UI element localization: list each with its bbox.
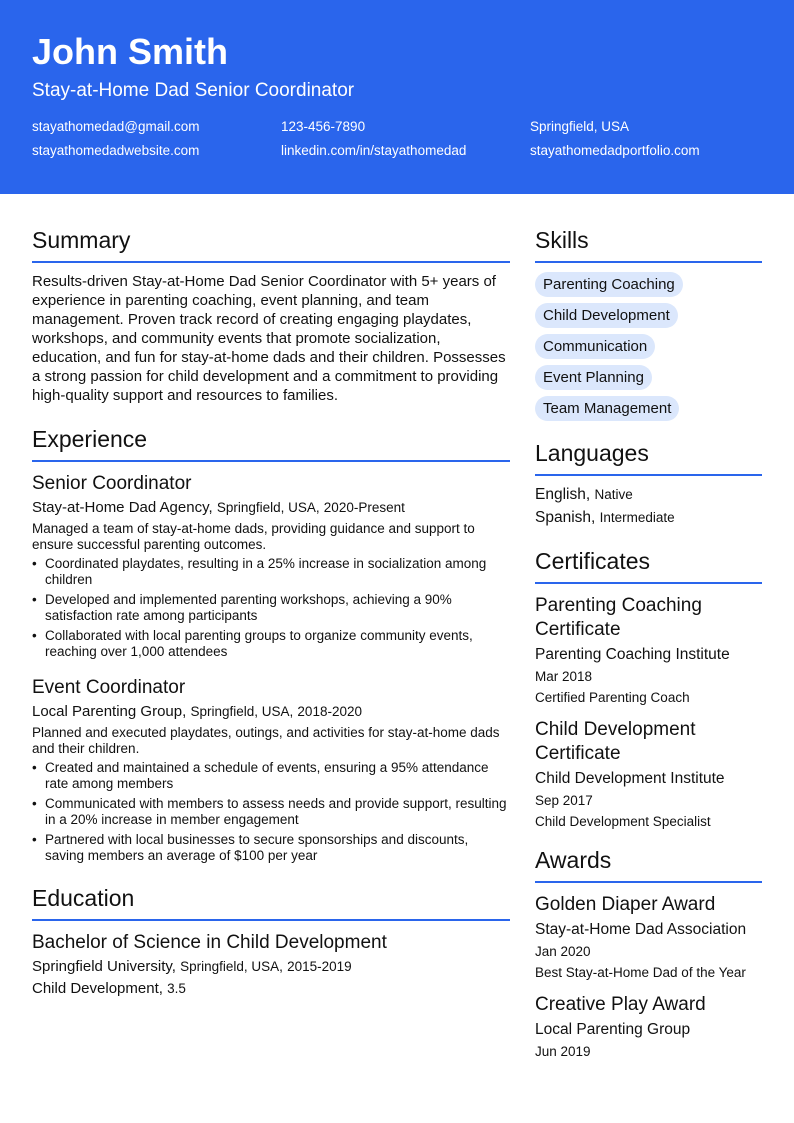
job-bullet: • Developed and implemented parenting workshops, achieving a 90% satisfaction rate among participants xyxy=(45,592,510,624)
contact-info xyxy=(32,119,762,159)
job-bullet: • Collaborated with local parenting groups to organize community events, reaching over 1,000 attendees xyxy=(45,628,510,660)
language-item xyxy=(535,508,762,527)
certificate-note: Certified Parenting Coach xyxy=(535,690,690,705)
summary-heading: Summary xyxy=(32,226,510,263)
job-meta xyxy=(32,498,510,518)
certificate-item xyxy=(535,718,762,830)
job-bullets xyxy=(32,556,510,660)
skills-section xyxy=(535,226,762,421)
award-note: Best Stay-at-Home Dad of the Year xyxy=(535,965,746,980)
job-bullet: • Partnered with local businesses to secure sponsorships and discounts, saving members an average of $100 per year xyxy=(45,832,510,864)
website-link[interactable]: stayathomedadwebsite.com xyxy=(32,143,200,158)
right-column xyxy=(535,194,762,1060)
languages-section xyxy=(535,439,762,527)
portfolio-link[interactable]: stayathomedadportfolio.com xyxy=(530,143,700,158)
job-bullets xyxy=(32,760,510,864)
summary-text: Results-driven Stay-at-Home Dad Senior Coordinator with 5+ years of experience in parenting coaching, event planning, and team management. Proven track record of creating engaging playdates, workshops, and community events that promote socialization, education, and fun for stay-at-home dads and their children. Possesses a strong passion for child development and a commitment to providing high-quality support and resources to families. xyxy=(32,273,506,404)
candidate-name: John Smith xyxy=(32,31,228,72)
education-heading: Education xyxy=(32,884,510,921)
language-level: Intermediate xyxy=(599,510,675,525)
certificate-name: Parenting Coaching Certificate xyxy=(535,595,702,640)
job-description: Managed a team of stay-at-home dads, providing guidance and support to ensure successful parenting outcomes. xyxy=(32,521,475,552)
language-level: Native xyxy=(594,487,633,502)
award-item xyxy=(535,993,762,1060)
skill-tag: Parenting Coaching xyxy=(535,272,683,297)
school-name: Springfield University, xyxy=(32,958,176,975)
gpa: 3.5 xyxy=(167,981,186,996)
skill-tag: Event Planning xyxy=(535,365,652,390)
experience-heading: Experience xyxy=(32,425,510,462)
award-name: Golden Diaper Award xyxy=(535,894,716,915)
resume-body xyxy=(0,194,794,1060)
school-location: Springfield, USA, xyxy=(180,959,283,974)
award-item xyxy=(535,893,762,981)
language-name: English, xyxy=(535,486,591,503)
job-bullet: • Communicated with members to assess needs and provide support, resulting in a 20% increase in member engagement xyxy=(45,796,510,828)
certificate-issuer: Parenting Coaching Institute xyxy=(535,646,730,663)
language-name: Spanish, xyxy=(535,509,596,526)
certificate-issuer: Child Development Institute xyxy=(535,770,725,787)
job-entry xyxy=(32,676,510,864)
award-issuer: Stay-at-Home Dad Association xyxy=(535,921,747,938)
job-entry xyxy=(32,472,510,660)
awards-section xyxy=(535,846,762,1060)
skill-tag: Communication xyxy=(535,334,655,359)
certificate-name: Child Development Certificate xyxy=(535,719,696,764)
field-of-study: Child Development, xyxy=(32,980,163,997)
education-field-row xyxy=(32,979,510,999)
award-date: Jan 2020 xyxy=(535,944,591,959)
skill-tag: Child Development xyxy=(535,303,678,328)
candidate-title: Stay-at-Home Dad Senior Coordinator xyxy=(32,80,355,101)
certificates-heading: Certificates xyxy=(535,547,762,584)
phone-number: 123-456-7890 xyxy=(281,119,366,134)
job-location: Springfield, USA, xyxy=(216,500,320,515)
certificate-item xyxy=(535,594,762,706)
award-name: Creative Play Award xyxy=(535,994,706,1015)
job-description: Planned and executed playdates, outings, and activities for stay-at-home dads and their children. xyxy=(32,725,500,756)
summary-section xyxy=(32,226,510,405)
location: Springfield, USA xyxy=(530,119,630,134)
linkedin-link[interactable]: linkedin.com/in/stayathomedad xyxy=(281,143,467,158)
language-item xyxy=(535,485,762,504)
job-company: Stay-at-Home Dad Agency, xyxy=(32,499,213,516)
resume-header xyxy=(0,0,794,194)
job-dates: 2020-Present xyxy=(323,500,405,515)
left-column xyxy=(32,194,510,1060)
job-title: Event Coordinator xyxy=(32,677,186,698)
email-link[interactable]: stayathomedad@gmail.com xyxy=(32,119,200,134)
languages-heading: Languages xyxy=(535,439,762,476)
skills-heading: Skills xyxy=(535,226,762,263)
skill-tag: Team Management xyxy=(535,396,679,421)
job-title: Senior Coordinator xyxy=(32,473,192,494)
experience-section xyxy=(32,425,510,864)
job-meta xyxy=(32,702,510,722)
award-issuer: Local Parenting Group xyxy=(535,1021,691,1038)
job-bullet: • Created and maintained a schedule of events, ensuring a 95% attendance rate among members xyxy=(45,760,510,792)
education-section xyxy=(32,884,510,999)
degree: Bachelor of Science in Child Development xyxy=(32,932,387,953)
certificates-section xyxy=(535,547,762,830)
awards-heading: Awards xyxy=(535,846,762,883)
certificate-date: Mar 2018 xyxy=(535,669,593,684)
certificate-note: Child Development Specialist xyxy=(535,814,711,829)
education-dates: 2015-2019 xyxy=(287,959,352,974)
job-bullet: • Coordinated playdates, resulting in a 25% increase in socialization among children xyxy=(45,556,510,588)
award-date: Jun 2019 xyxy=(535,1044,591,1059)
education-meta xyxy=(32,957,510,977)
job-dates: 2018-2020 xyxy=(297,704,362,719)
job-company: Local Parenting Group, xyxy=(32,703,187,720)
certificate-date: Sep 2017 xyxy=(535,793,593,808)
job-location: Springfield, USA, xyxy=(190,704,294,719)
